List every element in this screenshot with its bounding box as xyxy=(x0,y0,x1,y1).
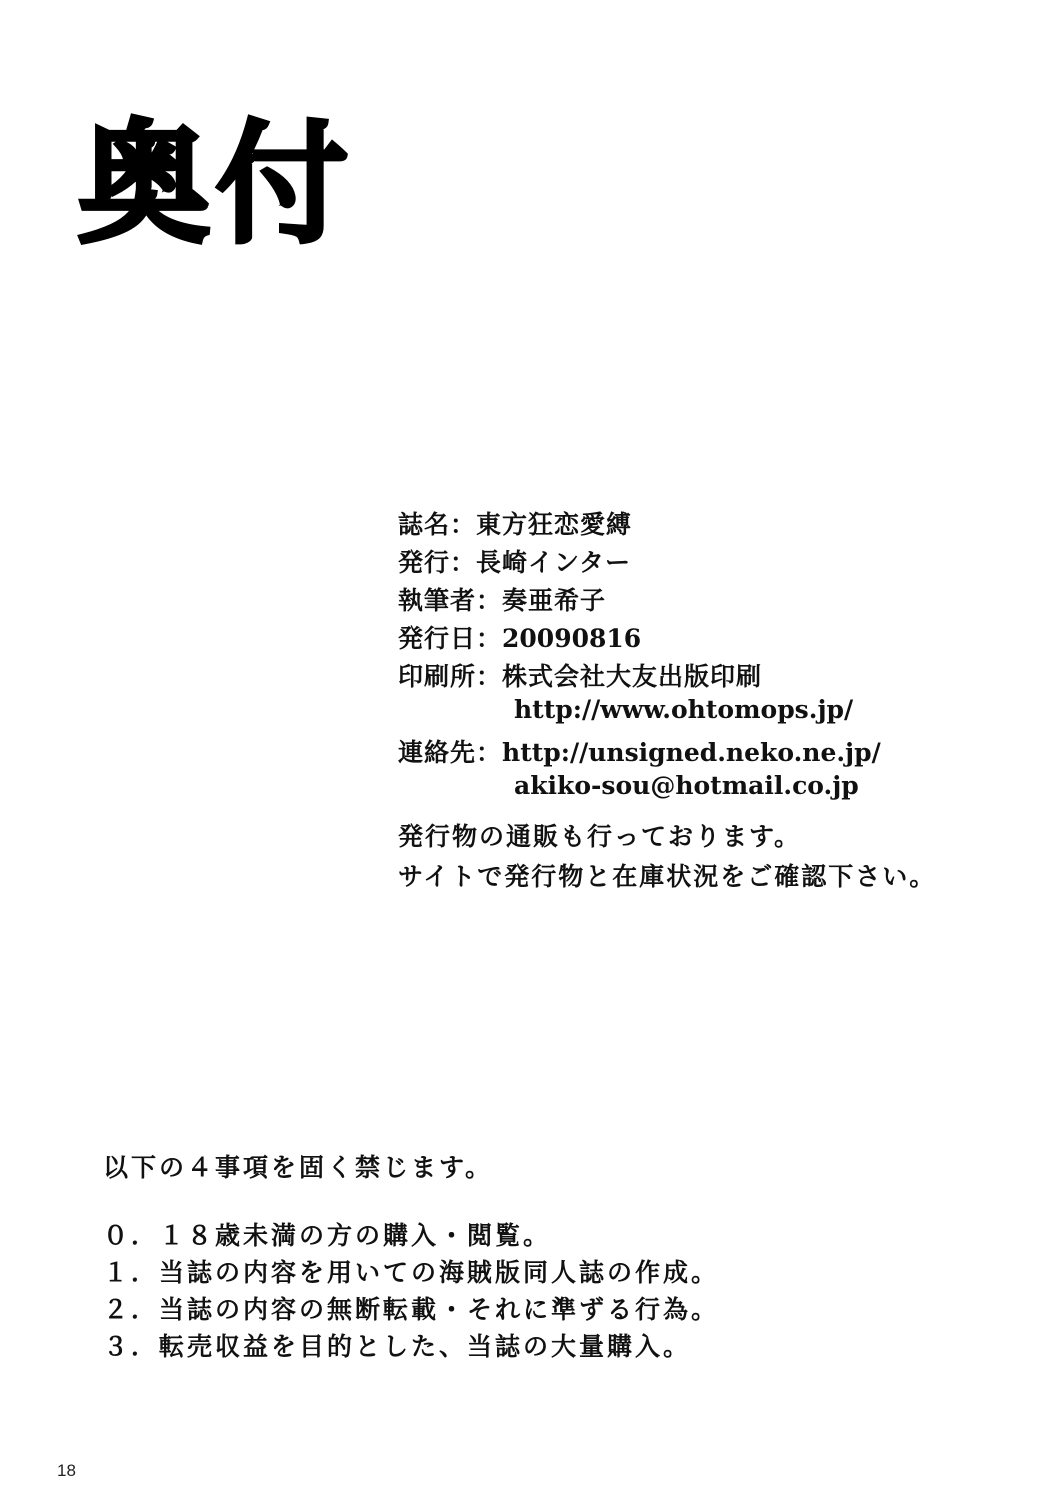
prohibitions-block xyxy=(103,1148,1003,1364)
author-value: 奏亜希子 xyxy=(502,586,607,615)
magazine-row xyxy=(398,505,1038,543)
contact-email: akiko-sou@hotmail.co.jp xyxy=(514,771,859,800)
printer-url-row xyxy=(398,695,1038,733)
colophon-block xyxy=(398,505,1038,809)
author-row xyxy=(398,581,1038,619)
printer-row xyxy=(398,657,1038,695)
notice-line: 発行物の通販も行っております。 xyxy=(398,822,802,851)
prohibition-item: ３．転売収益を目的とした、当誌の大量購入。 xyxy=(103,1332,692,1361)
contact-email-row xyxy=(398,771,1038,809)
magazine-value: 東方狂恋愛縛 xyxy=(476,510,633,539)
publisher-row xyxy=(398,543,1038,581)
contact-url: http://unsigned.neko.ne.jp/ xyxy=(502,738,881,767)
date-row xyxy=(398,619,1038,657)
page-number: 18 xyxy=(57,1461,76,1480)
prohibition-item: ２．当誌の内容の無断転載・それに準ずる行為。 xyxy=(103,1295,720,1324)
contact-label: 連絡先： xyxy=(398,738,503,767)
page-title: 奥付 xyxy=(78,108,354,262)
notice-line: サイトで発行物と在庫状況をご確認下さい。 xyxy=(398,862,937,891)
printer-label: 印刷所： xyxy=(398,662,503,691)
prohibition-item: １．当誌の内容を用いての海賊版同人誌の作成。 xyxy=(103,1258,720,1287)
publisher-label: 発行： xyxy=(398,548,477,577)
magazine-label: 誌名： xyxy=(398,510,477,539)
publisher-value: 長崎インター xyxy=(476,548,632,577)
date-label: 発行日： xyxy=(398,624,503,653)
prohibitions-intro: 以下の４事項を固く禁じます。 xyxy=(103,1153,494,1182)
printer-url: http://www.ohtomops.jp/ xyxy=(514,695,854,724)
author-label: 執筆者： xyxy=(398,586,503,615)
prohibitions-list xyxy=(103,1216,1003,1364)
contact-row xyxy=(398,733,1038,771)
prohibition-item: ０．１８歳未満の方の購入・閲覧。 xyxy=(103,1221,552,1250)
mail-order-notice xyxy=(398,817,1038,897)
date-value: 20090816 xyxy=(502,624,642,653)
printer-value: 株式会社大友出版印刷 xyxy=(502,662,763,691)
